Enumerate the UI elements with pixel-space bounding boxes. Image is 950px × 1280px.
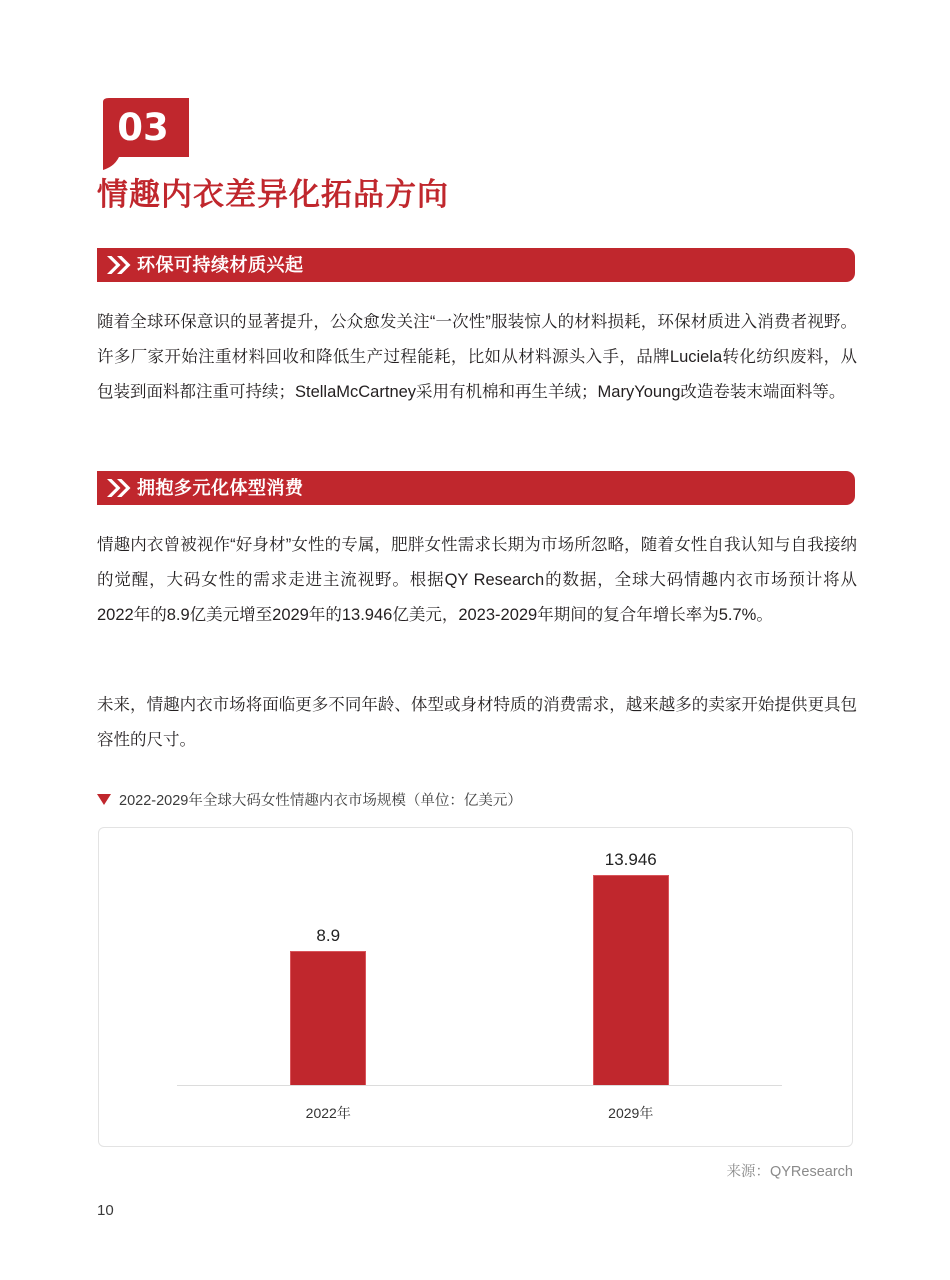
- page-number: 10: [97, 1202, 114, 1219]
- chart-card: [98, 827, 853, 1147]
- x-axis-label-0: 2022年: [305, 1105, 351, 1121]
- section-header-2-label: 拥抱多元化体型消费: [137, 478, 304, 498]
- bar-value-label-1: 13.946: [604, 850, 657, 869]
- chart-caption: [97, 789, 522, 810]
- chapter-number: 03: [117, 106, 169, 149]
- bar-1: [593, 875, 669, 1085]
- x-axis-label-1: 2029年: [608, 1105, 654, 1121]
- section-header-1: [97, 248, 855, 282]
- double-chevron-right-icon: [106, 478, 132, 498]
- section-1-paragraph-1: 随着全球环保意识的显著提升，公众愈发关注“一次性”服装惊人的材料损耗，环保材质进入消费者视野。许多厂家开始注重材料回收和降低生产过程能耗，比如从材料源头入手，品牌Luciela转化纺织废料，从包装到面料都注重可持续；StellaMcCartney采用有机棉和再生羊绒；MaryYoung改造卷装末端面料等。: [97, 313, 857, 401]
- section-2-paragraph-1: 情趣内衣曾被视作“好身材”女性的专属，肥胖女性需求长期为市场所忽略，随着女性自我认知与自我接纳的觉醒，大码女性的需求走进主流视野。根据QY Research的数据，全球大码情趣内衣市场预计将从2022年的8.9亿美元增至2029年的13.946亿美元，2023-2029年期间的复合年增长率为5.7%。: [97, 536, 857, 624]
- x-axis-line: [177, 1085, 782, 1086]
- chart-source: 来源：QYResearch: [726, 1164, 853, 1180]
- bar-value-label-0: 8.9: [316, 926, 341, 945]
- chart-caption-text: 2022-2029年全球大码女性情趣内衣市场规模（单位：亿美元）: [119, 793, 522, 809]
- bar-chart: [99, 828, 852, 1146]
- double-chevron-right-icon: [106, 255, 132, 275]
- section-header-2: [97, 471, 855, 505]
- chart-bars: [177, 846, 782, 1085]
- x-axis-labels: [177, 1106, 782, 1120]
- section-2-paragraph-2: 未来，情趣内衣市场将面临更多不同年龄、体型或身材特质的消费需求，越来越多的卖家开始提供更具包容性的尺寸。: [97, 696, 857, 749]
- triangle-down-icon: [97, 794, 111, 805]
- bar-column-1: [480, 846, 783, 1085]
- bar-0: [290, 951, 366, 1085]
- bar-column-0: [177, 846, 480, 1085]
- chapter-badge: [97, 98, 202, 170]
- section-header-1-label: 环保可持续材质兴起: [137, 255, 304, 275]
- page-title: 情趣内衣差异化拓品方向: [97, 177, 449, 212]
